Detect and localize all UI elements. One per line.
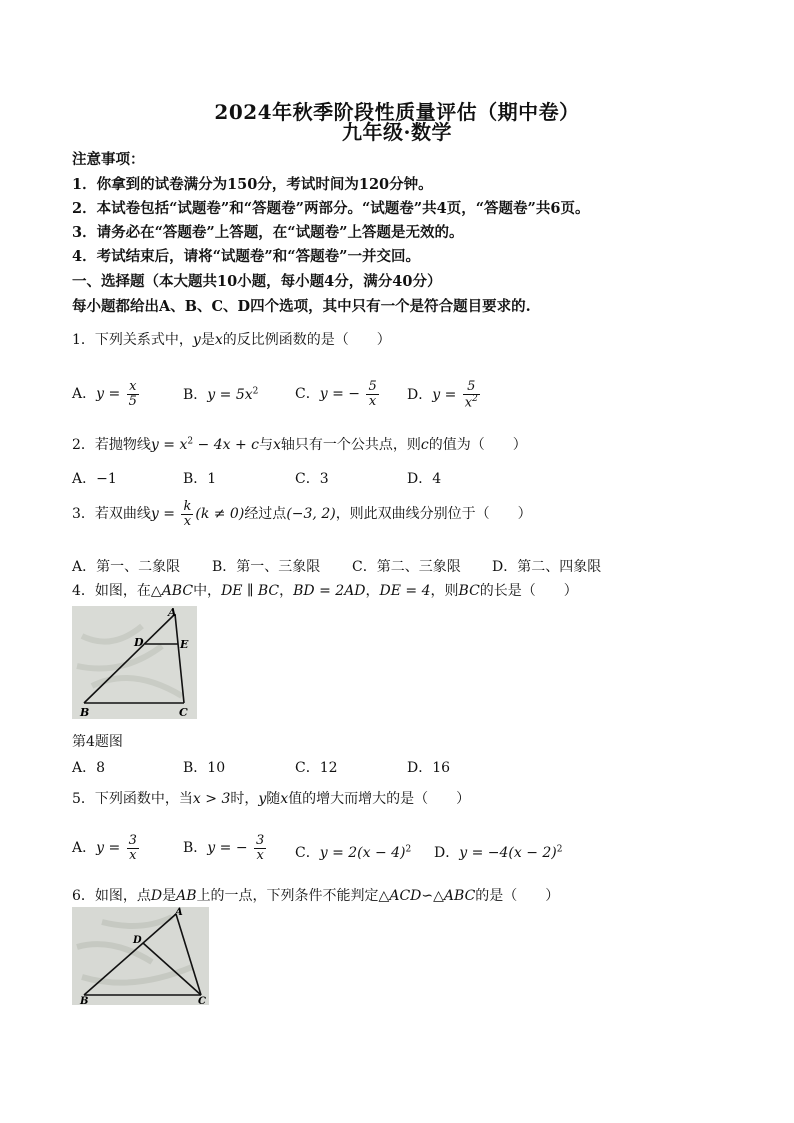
- q3-text-post: ，则此双曲线分别位于（ ）: [335, 506, 532, 523]
- q3-option-c: C．第二、三象限: [352, 559, 461, 575]
- q6-label-a: A: [175, 907, 183, 918]
- q1-option-b: [183, 384, 258, 404]
- q4-label-b: B: [80, 706, 90, 719]
- q6-label-c: C: [198, 996, 206, 1005]
- q3-condition: (k ≠ 0): [195, 506, 245, 523]
- q4-sep-2: ，: [365, 583, 380, 599]
- q5-b-num: 3: [256, 833, 265, 848]
- q2-var-x: x: [273, 437, 281, 453]
- q1-var-y: y: [192, 332, 201, 348]
- q1-d-num: 5: [463, 380, 480, 395]
- q5-a-num: 3: [128, 833, 137, 848]
- q1-d-den-exp: 2: [472, 393, 478, 404]
- q5-option-d: [434, 842, 563, 862]
- q2-eq-exp: 2: [187, 436, 194, 447]
- q6-triangle-symbol: △: [433, 888, 444, 904]
- note-item-4: 4．考试结束后，请将“试题卷”和“答题卷”一并交回。: [72, 248, 420, 265]
- q6-text-mid2: 上的一点，下列条件不能判定△: [196, 888, 390, 904]
- q4-label-d: D: [134, 636, 144, 649]
- q5-a-eq: y =: [96, 840, 121, 857]
- q2-option-c: C．3: [295, 471, 329, 487]
- q1-option-c: [295, 380, 381, 408]
- q1-a-label: A．: [72, 386, 97, 403]
- q6-text-mid: 是: [162, 888, 177, 904]
- q6-label-b: B: [80, 996, 89, 1005]
- question-1-stem: [72, 329, 391, 349]
- q5-d-eq: y = −4(x − 2): [459, 845, 557, 861]
- q5-text-mid: 时，: [230, 791, 259, 807]
- q1-a-den: 5: [128, 393, 137, 409]
- q1-b-eq: y = 5x: [207, 387, 253, 403]
- q6-text-post: 的是（ ）: [475, 888, 560, 904]
- q4-tri-abc: ABC: [161, 583, 194, 599]
- q2-text-pre: 2．若抛物线: [72, 437, 151, 453]
- q3-den: x: [183, 513, 192, 529]
- notes-heading: 注意事项：: [72, 151, 145, 168]
- q4-text-mid1: 中，: [193, 583, 222, 599]
- q2-eq-a: y = x: [150, 437, 188, 453]
- q5-option-b: [183, 834, 268, 862]
- q6-seg-ab: AB: [176, 888, 197, 904]
- q2-option-a: A．−1: [72, 471, 117, 487]
- q4-option-d: D．16: [407, 760, 451, 776]
- q5-text-pre: 5．下列函数中，当: [72, 791, 193, 807]
- q2-text-post: 的值为（ ）: [428, 437, 527, 453]
- q4-triangle-figure: [72, 606, 197, 719]
- q1-d-eq: y =: [432, 386, 457, 403]
- q5-b-fraction: [254, 834, 266, 862]
- section-title: 一、选择题（本大题共10小题，每小题4分，满分40分）: [72, 273, 442, 290]
- q6-text-pre: 6．如图，点: [72, 888, 151, 904]
- q4-cond-3: DE = 4: [379, 583, 431, 599]
- q4-label-e: E: [180, 638, 189, 651]
- q5-d-label: D．: [434, 845, 460, 861]
- q1-c-num: 5: [368, 379, 377, 394]
- exam-subject: 九年级·数学: [342, 120, 452, 144]
- section-instruction: 每小题都给出A、B、C、D四个选项，其中只有一个是符合题目要求的.: [72, 298, 531, 315]
- q4-option-c: C．12: [295, 760, 338, 776]
- q3-fraction: [181, 500, 193, 528]
- note-item-3: 3．请务必在“答题卷”上答题，在“试题卷”上答题是无效的。: [72, 224, 464, 241]
- q1-c-label: C．: [295, 386, 320, 403]
- q4-cond-1: DE ∥ BC: [221, 583, 280, 599]
- q2-option-d: D．4: [407, 471, 442, 487]
- question-3-stem: [72, 500, 532, 528]
- q5-c-exp: 2: [405, 844, 412, 855]
- q5-b-eq: y = −: [207, 840, 248, 857]
- q1-a-fraction: [127, 380, 139, 408]
- q1-b-exp: 2: [252, 386, 259, 397]
- q5-b-den: x: [256, 847, 264, 863]
- note-item-1: 1．你拿到的试卷满分为150分，考试时间为120分钟。: [72, 176, 433, 193]
- q5-text-mid2: 随: [266, 791, 281, 807]
- q6-label-d: D: [133, 935, 142, 946]
- q1-option-a: [72, 380, 141, 408]
- q1-option-d: [407, 380, 482, 410]
- q5-b-label: B．: [183, 840, 208, 857]
- q4-cond-2: BD = 2AD: [293, 583, 366, 599]
- exam-title: 2024年秋季阶段性质量评估（期中卷）: [214, 100, 580, 124]
- q1-c-eq: y = −: [319, 386, 360, 403]
- question-4-stem: [72, 580, 578, 600]
- q1-d-den: x: [464, 394, 473, 410]
- q5-c-eq: y = 2(x − 4): [319, 845, 406, 861]
- q5-a-fraction: [127, 834, 139, 862]
- q4-seg-bc: BC: [458, 583, 480, 599]
- q3-option-d: D．第二、四象限: [492, 559, 602, 575]
- q4-sep-1: ，: [279, 583, 294, 599]
- q6-similar-symbol: ∽: [421, 888, 434, 904]
- q4-option-b: B．10: [183, 760, 226, 776]
- q3-eq-y: y =: [150, 506, 176, 523]
- q1-b-label: B．: [183, 387, 208, 403]
- q3-option-a: A．第一、二象限: [72, 559, 181, 575]
- q1-c-den: x: [368, 393, 377, 409]
- q2-text-mid: 与: [259, 437, 273, 453]
- q4-label-c: C: [179, 706, 188, 719]
- q6-tri-abc: ABC: [443, 888, 476, 904]
- q3-text-mid: 经过点: [244, 506, 287, 523]
- q4-text-post: 的长是（ ）: [479, 583, 578, 599]
- q5-var-y: y: [258, 791, 267, 807]
- q5-var-x: x: [280, 791, 289, 807]
- q5-text-post: 值的增大而增大的是（ ）: [288, 791, 471, 807]
- q1-text-mid: 是: [200, 332, 215, 348]
- question-2-stem: [72, 434, 527, 454]
- q5-a-den: x: [129, 847, 137, 863]
- q1-text-post: 的反比例函数的是（ ）: [222, 332, 391, 348]
- q1-a-eq: y =: [96, 386, 121, 403]
- q1-d-fraction: [463, 380, 480, 410]
- note-item-2: 2．本试卷包括“试题卷”和“答题卷”两部分。“试题卷”共4页，“答题卷”共6页。: [72, 200, 590, 217]
- q2-eq-b: − 4x + c: [193, 437, 259, 453]
- q6-tri-acd: ACD: [389, 888, 422, 904]
- q1-c-fraction: [366, 380, 378, 408]
- q4-text-mid2: ，则: [430, 583, 459, 599]
- q2-text-mid2: 轴只有一个公共点，则: [280, 437, 421, 453]
- q5-a-label: A．: [72, 840, 97, 857]
- q1-var-x: x: [214, 332, 223, 348]
- question-5-stem: [72, 788, 470, 808]
- q4-text-pre: 4．如图，在△: [72, 583, 162, 599]
- q2-option-b: B．1: [183, 471, 217, 487]
- q1-a-num: x: [127, 380, 139, 395]
- q6-point-d: D: [150, 888, 163, 904]
- q3-option-b: B．第一、三象限: [212, 559, 321, 575]
- q5-option-c: [295, 842, 411, 862]
- q6-triangle-figure: [72, 907, 209, 1005]
- q1-d-label: D．: [407, 386, 433, 403]
- q4-figure-caption: 第4题图: [72, 734, 123, 750]
- q4-option-a: A．8: [72, 760, 106, 776]
- q5-option-a: [72, 834, 141, 862]
- q4-label-a: A: [168, 606, 177, 619]
- q5-d-exp: 2: [556, 844, 563, 855]
- q3-num: k: [183, 499, 192, 514]
- q5-condition: x > 3: [192, 791, 231, 807]
- q2-var-c: c: [420, 437, 429, 453]
- q3-point: (−3, 2): [286, 506, 336, 523]
- question-6-stem: [72, 885, 559, 905]
- q3-text-pre: 3．若双曲线: [72, 506, 151, 523]
- q5-c-label: C．: [295, 845, 320, 861]
- q1-text-pre: 1．下列关系式中，: [72, 332, 193, 348]
